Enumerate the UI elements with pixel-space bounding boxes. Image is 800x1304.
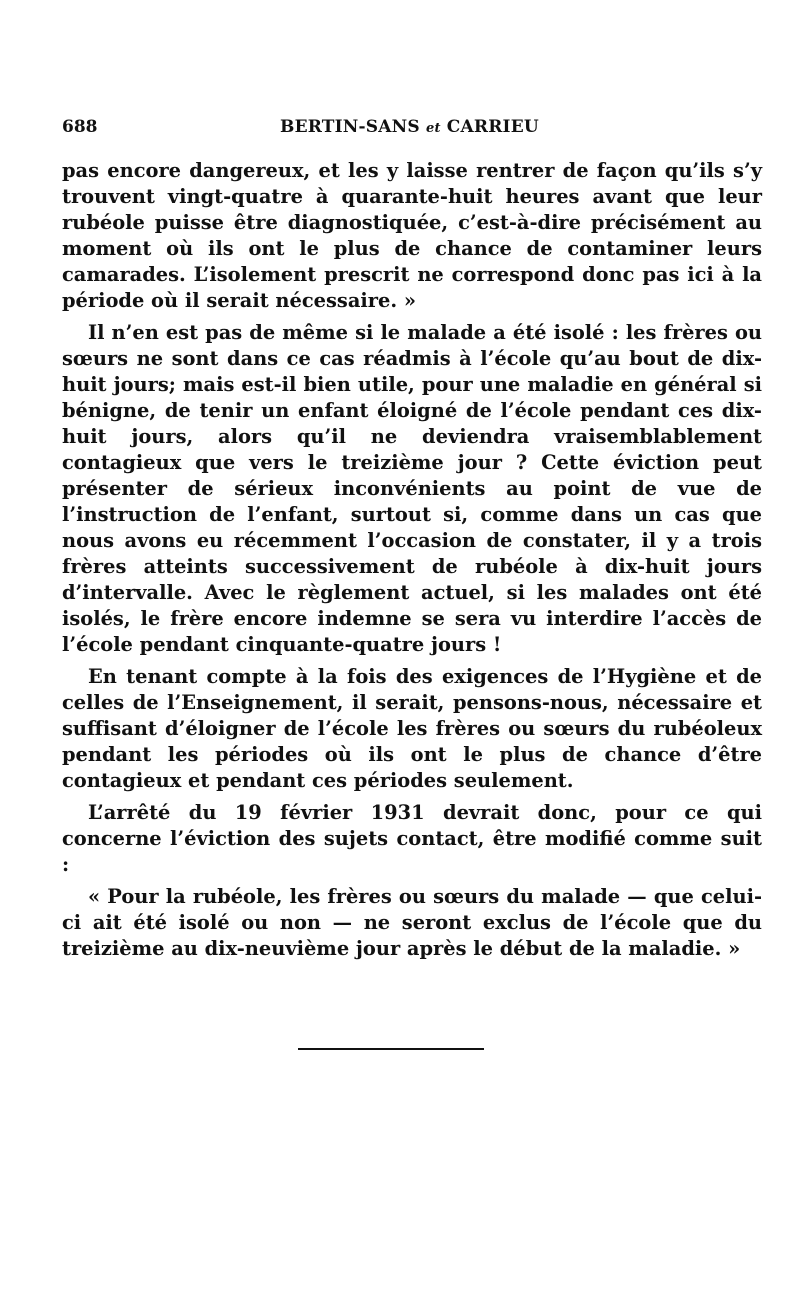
page-number: 688 [62,117,98,137]
running-head-author-2: CARRIEU [446,117,539,137]
paragraph-continuation: pas encore dangereux, et les y laisse rentrer de façon qu’ils s’y trouvent vingt-quatre à quarante-huit heures avant que leur rubéole puisse être diagnostiquée, c’est-à-dire précisément au moment où ils ont le plus de chance de contaminer leurs camarades. L’isolement prescrit ne correspond donc pas ici à la période où il serait nécessaire. » [62,159,762,312]
paragraph: En tenant compte à la fois des exigences de l’Hygiène et de celles de l’Enseignement, il serait, pensons-nous, nécessaire et suffisant d’éloigner de l’école les frères ou sœurs du rubéoleux pendant les périodes où ils ont le plus de chance d’être contagieux et pendant ces périodes seulement. [62,665,762,792]
paragraph: Il n’en est pas de même si le malade a été isolé : les frères ou sœurs ne sont dans ce cas réadmis à l’école qu’au bout de dix-huit jours; mais est-il bien utile, pour une maladie en général si bénigne, de tenir un enfant éloigné de l’école pendant ces dix-huit jours, alors qu’il ne deviendra vraisemblablement contagieux que vers le treizième jour ? Cette éviction peut présenter de sérieux inconvénients au point de vue de l’instruction de l’enfant, surtout si, comme dans un cas que nous avons eu récemment l’occasion de constater, il y a trois frères atteints successivement de rubéole à dix-huit jours d’intervalle. Avec le règlement actuel, si les malades ont été isolés, le frère encore indemne se sera vu interdire l’accès de l’école pendant cinquante-quatre jours ! [62,321,762,656]
paragraph: L’arrêté du 19 février 1931 devrait donc, pour ce qui concerne l’éviction des sujets contact, être modifié comme suit : [62,801,762,876]
body-text [62,158,762,962]
page-header [62,113,762,143]
running-head-conjunction: et [425,121,441,136]
quoted-regulation: « Pour la rubéole, les frères ou sœurs du malade — que celui-ci ait été isolé ou non — ne seront exclus de l’école que du treizième au dix-neuvième jour après le début de la maladie. » [62,885,762,960]
running-head-author-1: BERTIN-SANS [280,117,420,137]
running-head [280,117,539,137]
section-end-rule [298,1048,484,1050]
